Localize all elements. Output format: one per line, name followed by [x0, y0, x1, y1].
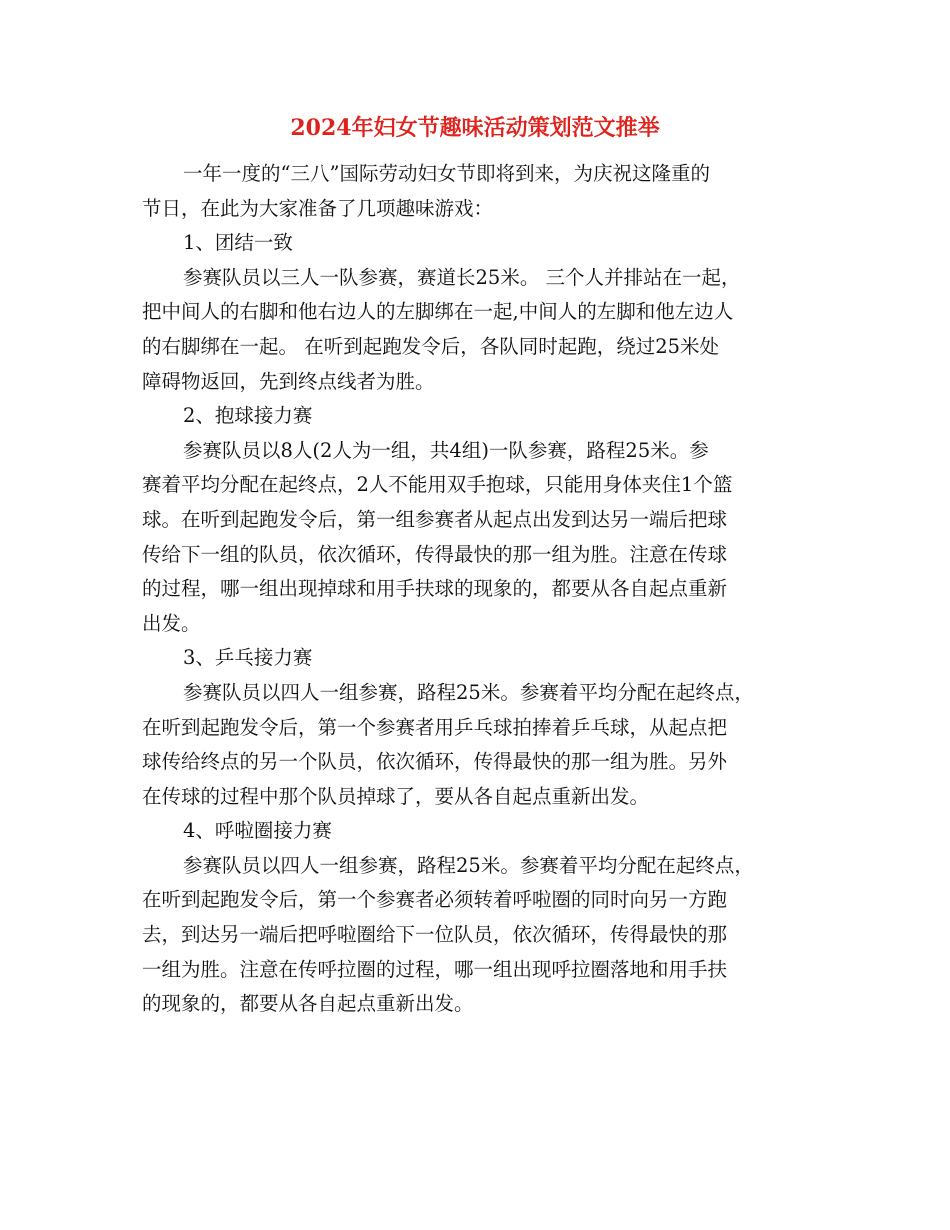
section-heading-4: 4、呼啦圈接力赛 [183, 819, 332, 843]
intro-paragraph-line: 一年一度的“三八”国际劳动妇女节即将到来，为庆祝这隆重的 [183, 162, 710, 185]
section-2-paragraph-line: 球。在听到起跑发令后，第一组参赛者从起点出发到达另一端后把球 [142, 507, 728, 531]
section-1-paragraph-line: 的右脚绑在一起。 在听到起跑发令后，各队同时起跑，绕过25米处 [142, 334, 720, 358]
document-body [142, 157, 818, 1022]
section-1-paragraph-line: 把中间人的右脚和他右边人的左脚绑在一起,中间人的左脚和他左边人 [142, 300, 734, 324]
section-3-paragraph-line: 参赛队员以四人一组参赛，路程25米。参赛着平均分配在起终点， [183, 680, 754, 704]
section-2-paragraph-line: 的过程，哪一组出现掉球和用手扶球的现象的，都要从各自起点重新 [142, 577, 728, 601]
section-heading-1: 1、团结一致 [183, 231, 293, 255]
section-2-paragraph-line: 出发。 [142, 611, 201, 635]
section-3-paragraph-line: 在传球的过程中那个队员掉球了，要从各自起点重新出发。 [142, 784, 650, 808]
section-4-paragraph-line: 去，到达另一端后把呼啦圈给下一位队员，依次循环，传得最快的那 [142, 923, 728, 947]
section-2-paragraph-line: 赛着平均分配在起终点，2人不能用双手抱球，只能用身体夹住1个篮 [142, 473, 733, 497]
section-3-paragraph-line: 球传给终点的另一个队员，依次循环，传得最快的那一组为胜。另外 [142, 750, 728, 774]
section-4-paragraph-line: 一组为胜。注意在传呼拉圈的过程，哪一组出现呼拉圈落地和用手扶 [142, 957, 728, 981]
section-3-paragraph-line: 在听到起跑发令后，第一个参赛者用乒乓球拍捧着乒乓球，从起点把 [142, 715, 728, 739]
section-heading-3: 3、乒乓接力赛 [183, 646, 313, 670]
intro-paragraph-line: 节日，在此为大家准备了几项趣味游戏： [142, 196, 494, 220]
document-title: 2024年妇女节趣味活动策划范文推举 [290, 115, 660, 141]
section-heading-2: 2、抱球接力赛 [183, 404, 313, 428]
section-4-paragraph-line: 在听到起跑发令后，第一个参赛者必须转着呼啦圈的同时向另一方跑 [142, 888, 728, 912]
section-2-paragraph-line: 传给下一组的队员，依次循环，传得最快的那一组为胜。注意在传球 [142, 542, 728, 566]
section-1-paragraph-line: 障碍物返回，先到终点线者为胜。 [142, 369, 435, 393]
section-4-paragraph-line: 参赛队员以四人一组参赛，路程25米。参赛着平均分配在起终点， [183, 853, 754, 877]
section-1-paragraph-line: 参赛队员以三人一队参赛，赛道长25米。 三个人并排站在一起， [183, 265, 741, 289]
section-2-paragraph-line: 参赛队员以8人(2人为一组，共4组)一队参赛，路程25米。参 [183, 438, 709, 462]
section-4-paragraph-line: 的现象的，都要从各自起点重新出发。 [142, 992, 474, 1016]
